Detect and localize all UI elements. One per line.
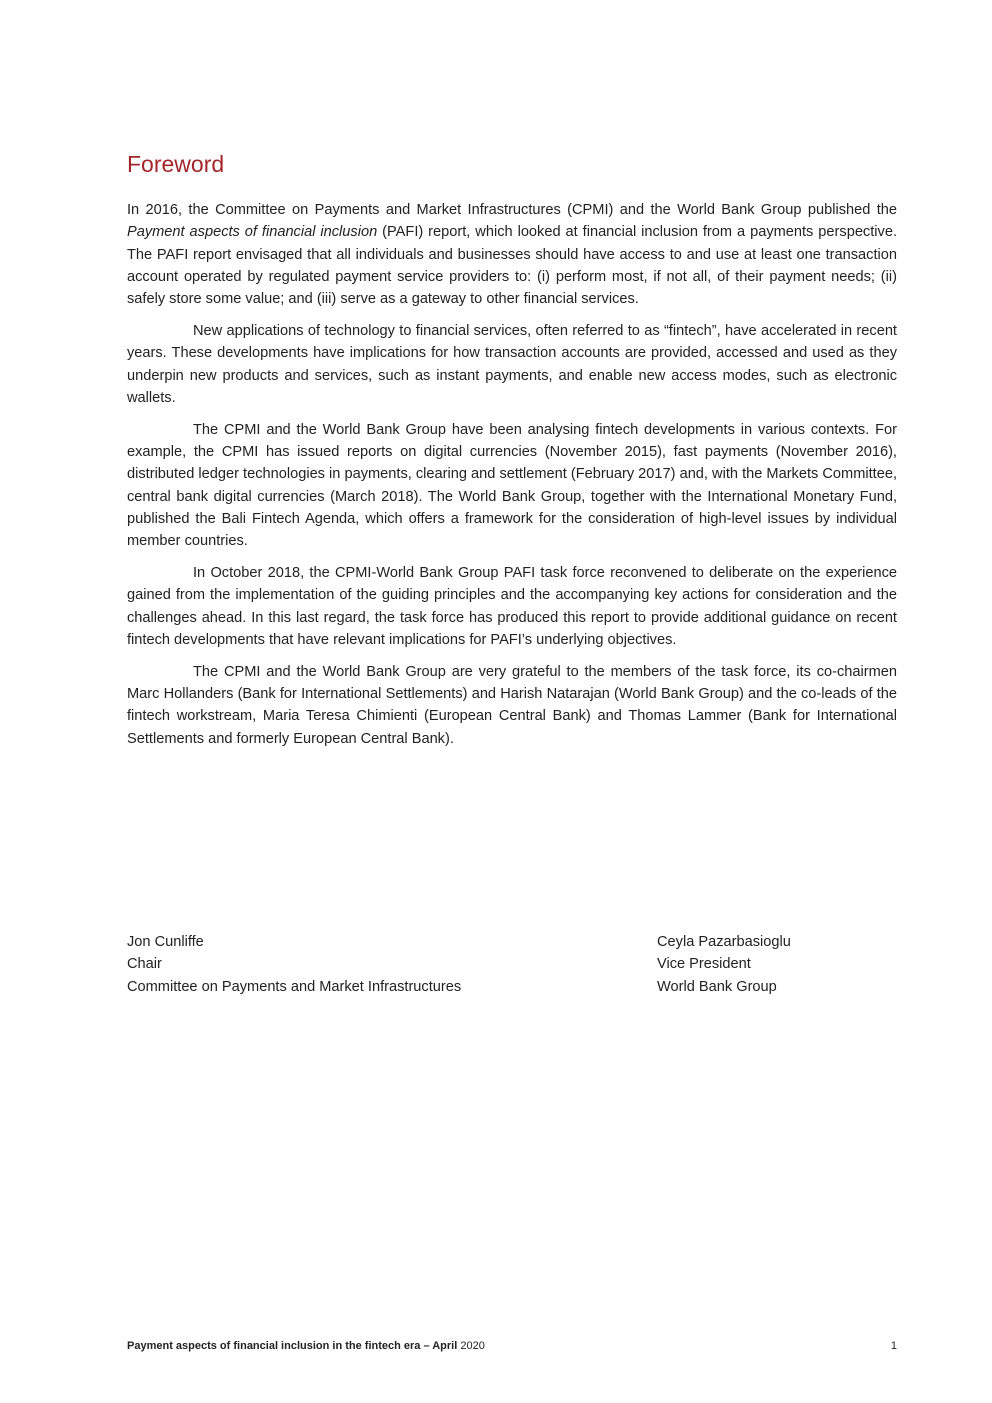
signatory-name: Jon Cunliffe [127,934,204,950]
signatory-cpmi [127,931,461,998]
paragraph-1 [127,199,897,310]
footer-year: 2020 [460,1340,485,1352]
footer-document-title: Payment aspects of financial inclusion in the fintech era – April [127,1340,458,1352]
page-number: 1 [890,1340,897,1352]
page-title: Foreword [127,151,225,177]
paragraph-1-start: In 2016, the Committee on Payments and Market Infrastructures (CPMI) and the World Bank Group published the [127,202,897,218]
signature-section [127,931,897,1001]
paragraph-2: New applications of technology to financial services, often referred to as “fintech”, have accelerated in recent years. These developments have implications for how transaction accounts are provided, accessed and used as they underpin new products and services, such as instant payments, and enable new access modes, such as electronic wallets. [127,322,897,406]
signatory-role: Chair [127,956,162,973]
page-footer [127,1338,897,1354]
report-title-emphasis: Payment aspects of financial inclusion [127,224,378,241]
signatory-name: Ceyla Pazarbasioglu [657,934,791,950]
paragraph-4: In October 2018, the CPMI-World Bank Group PAFI task force reconvened to deliberate on the experience gained from the implementation of the guiding principles and the accompanying key actions for consideration and the challenges ahead. In this last regard, the task force has produced this report to provide additional guidance on recent fintech developments that have relevant implications for PAFI’s underlying objectives. [127,564,897,648]
paragraph-1-end: (PAFI) report, which looked at financial inclusion from a payments perspective. The PAFI report envisaged that all individuals and businesses should have access to and use at least one transaction account operated by regulated payment service providers to: (i) perform most, if not all, of their payment needs; (ii) safely store some value; and (iii) serve as a gateway to other financial services. [127,224,897,308]
paragraph-3: The CPMI and the World Bank Group have been analysing fintech developments in various contexts. For example, the CPMI has issued reports on digital currencies (November 2015), fast payments (November 2016), distributed ledger technologies in payments, clearing and settlement (February 2017) and, with the Markets Committee, central bank digital currencies (March 2018). The World Bank Group, together with the International Monetary Fund, published the Bali Fintech Agenda, which offers a framework for the consideration of high-level issues by individual member countries. [127,421,897,550]
signatory-organization: Committee on Payments and Market Infrastructures [127,978,462,995]
signatory-organization: World Bank Group [657,978,777,995]
foreword-body [127,199,897,759]
signatory-role: Vice President [657,956,751,973]
signatory-world-bank [657,931,791,998]
paragraph-5: The CPMI and the World Bank Group are very grateful to the members of the task force, its co-chairmen Marc Hollanders (Bank for International Settlements) and Harish Natarajan (World Bank Group) and the co-leads of the fintech workstream, Maria Teresa Chimienti (European Central Bank) and Thomas Lammer (Bank for International Settlements and formerly European Central Bank). [127,663,897,747]
